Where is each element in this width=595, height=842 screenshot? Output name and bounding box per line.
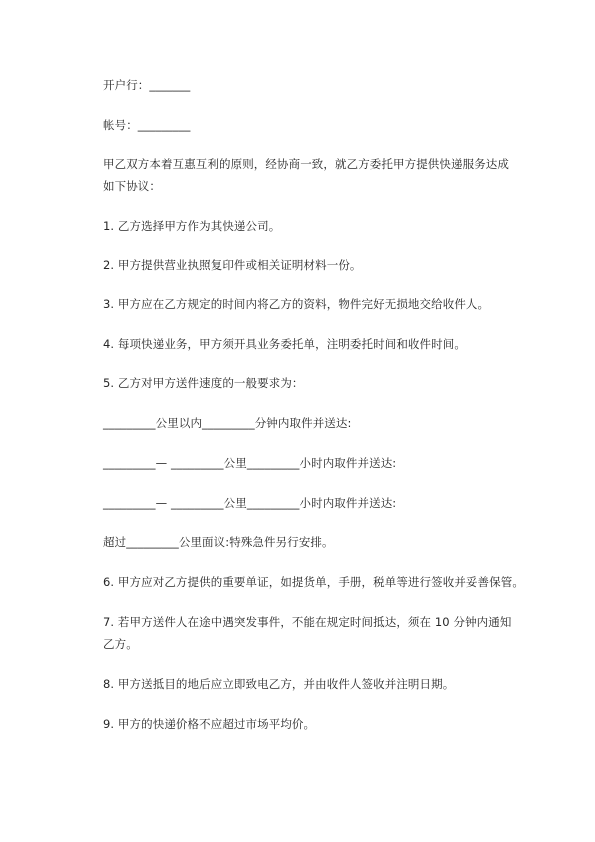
clause-5: 5. 乙方对甲方送件速度的一般要求为： (103, 376, 304, 390)
intro-paragraph-line-1: 甲乙双方本着互惠互利的原则，经协商一致，就乙方委托甲方提供快递服务达成 (103, 157, 509, 171)
clause-4: 4. 每项快递业务，甲方须开具业务委托单，注明委托时间和收件时间。 (103, 337, 466, 351)
clause-6: 6. 甲方应对乙方提供的重要单证，如提货单，手册，税单等进行签收并妥善保管。 (103, 575, 524, 589)
clause-2: 2. 甲方提供营业执照复印件或相关证明材料一份。 (103, 258, 362, 272)
clause-8: 8. 甲方送抵目的地后应立即致电乙方，并由收件人签收并注明日期。 (103, 677, 455, 691)
speed-requirement-1: _________公里以内_________分钟内取件并送达: (103, 416, 352, 430)
clause-7-line-2: 乙方。 (103, 637, 138, 651)
speed-requirement-3: _________— _________公里_________小时内取件并送达: (103, 496, 397, 510)
intro-paragraph-line-2: 如下协议： (103, 179, 161, 193)
account-field: 帐号：_________ (103, 118, 191, 132)
speed-requirement-4: 超过_________公里面议:特殊急件另行安排。 (103, 535, 334, 549)
clause-7-line-1: 7. 若甲方送件人在途中遇突发事件，不能在规定时间抵达，须在 10 分钟内通知 (103, 615, 512, 629)
clause-3: 3. 甲方应在乙方规定的时间内将乙方的资料，物件完好无损地交给收件人。 (103, 297, 490, 311)
clause-9: 9. 甲方的快递价格不应超过市场平均价。 (103, 717, 316, 731)
bank-field: 开户行：_______ (103, 78, 191, 92)
clause-1: 1. 乙方选择甲方作为其快递公司。 (103, 219, 281, 233)
speed-requirement-2: _________— _________公里_________小时内取件并送达: (103, 456, 397, 470)
